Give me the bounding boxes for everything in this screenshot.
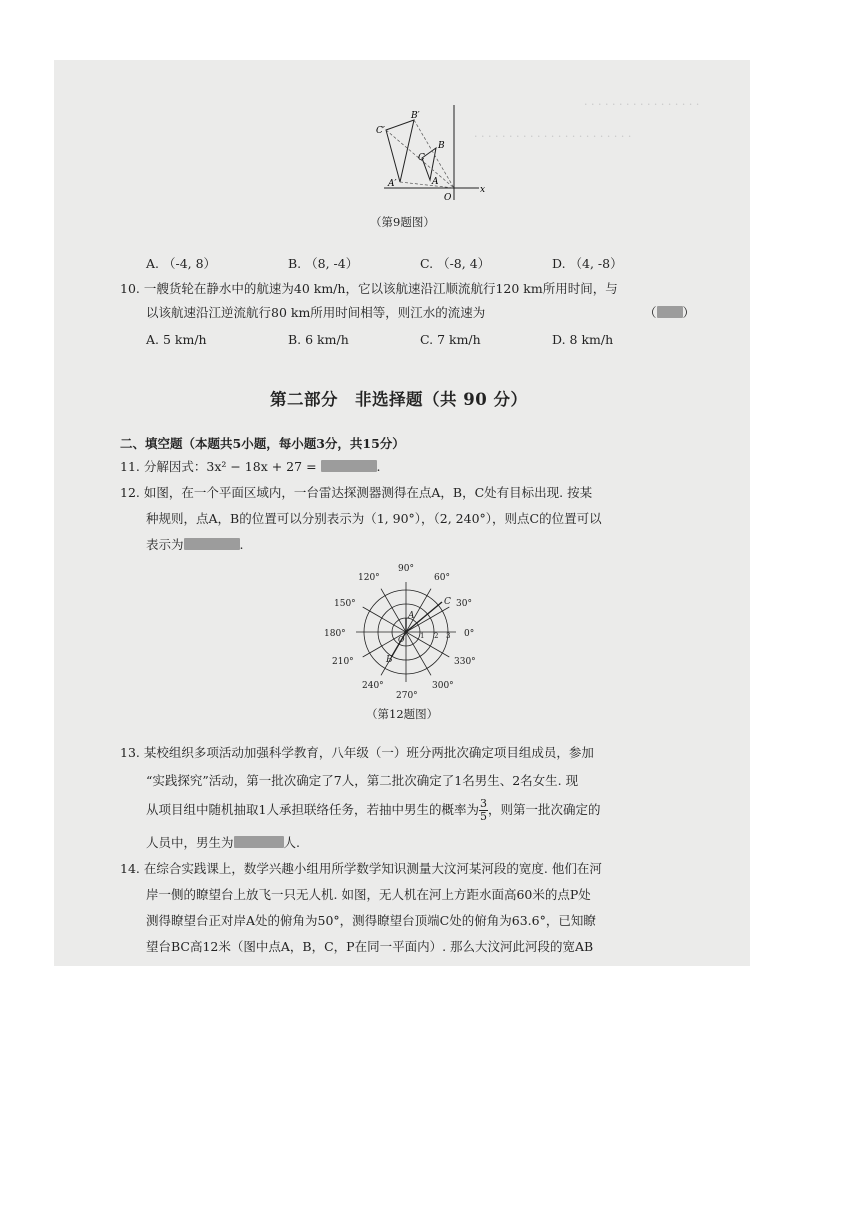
- q13-line1: [120, 744, 594, 762]
- point-b: B: [386, 655, 393, 665]
- ring-number-2: 2: [434, 632, 439, 640]
- q12-figure-caption: （第12题图）: [366, 707, 439, 721]
- label-c-prime: C′: [376, 126, 385, 136]
- angle-60: 60°: [434, 573, 450, 583]
- q11-end: .: [376, 459, 381, 474]
- q10-redacted-answer: [657, 306, 683, 318]
- label-b: B: [438, 141, 445, 151]
- q13-text-line4b: 人.: [283, 835, 300, 850]
- q11: [120, 458, 381, 476]
- q12-radar-figure: [324, 560, 494, 700]
- q11-text: 分解因式：3x² − 18x + 27 =: [143, 459, 317, 474]
- bleed-through-text: · · · · · · · · · · · · · · · · ·: [584, 98, 700, 111]
- angle-300: 300°: [432, 681, 454, 691]
- q12-text-line1: 如图，在一个平面区域内，一台雷达探测器测得在点A，B，C处有目标出现. 按某: [143, 485, 593, 500]
- q14-number: 14.: [120, 861, 140, 876]
- q12-line2: 种规则，点A，B的位置可以分别表示为（1, 90°），（2, 240°），则点C的位置可以: [146, 511, 602, 526]
- label-a-prime: A′: [388, 179, 397, 189]
- q14-text-line1: 在综合实践课上，数学兴趣小组用所学数学知识测量大汶河某河段的宽度. 他们在河: [143, 861, 602, 876]
- angle-120: 120°: [358, 573, 380, 583]
- label-x: x: [480, 185, 486, 195]
- q14-line4: 望台BC高12米（图中点A，B，C，P在同一平面内）. 那么大汶河此河段的宽AB: [146, 939, 594, 954]
- q12-redacted-answer: [184, 538, 240, 550]
- q12-line1: [120, 484, 592, 502]
- q9-option-b: B. （8, -4）: [288, 256, 359, 271]
- q10-option-d: D. 8 km/h: [552, 332, 614, 347]
- q13-text-line3b: ，则第一批次确定的: [487, 802, 601, 817]
- q12-text-line3: 表示为: [146, 537, 184, 552]
- q10-option-b: B. 6 km/h: [288, 332, 349, 347]
- q13-text-line1: 某校组织多项活动加强科学教育，八年级（一）班分两批次确定项目组成员，参加: [143, 745, 594, 760]
- angle-180: 180°: [324, 629, 346, 639]
- q9-figure-caption: （第9题图）: [370, 215, 435, 229]
- fraction-denominator: 5: [479, 810, 487, 823]
- point-o: O: [398, 635, 405, 644]
- label-a: A: [432, 177, 439, 187]
- label-c: C: [418, 153, 425, 163]
- ring-number-1: 1: [420, 632, 425, 640]
- point-c: C: [444, 597, 451, 607]
- part2-title: 第二部分 非选择题（共 90 分）: [270, 390, 528, 409]
- q13-text-line3a: 从项目组中随机抽取1人承担联络任务，若抽中男生的概率为: [146, 802, 479, 817]
- bracket-close: ）: [682, 305, 696, 320]
- angle-150: 150°: [334, 599, 356, 609]
- label-b-prime: B′: [411, 111, 420, 121]
- q10-line1: [120, 280, 618, 298]
- angle-270: 270°: [396, 691, 418, 700]
- q14-line1: [120, 860, 602, 878]
- q9-figure: [354, 100, 494, 210]
- probability-fraction: [479, 798, 488, 823]
- q10-number: 10.: [120, 281, 140, 296]
- q13-line2: “实践探究”活动，第一批次确定了7人，第二批次确定了1名男生、2名女生. 现: [146, 773, 579, 788]
- angle-330: 330°: [454, 657, 476, 667]
- angle-30: 30°: [456, 599, 472, 609]
- triangle-a-prime: [386, 120, 414, 182]
- q10-answer-bracket: [644, 304, 695, 322]
- q9-option-c: C. （-8, 4）: [420, 256, 491, 271]
- q11-redacted-answer: [321, 460, 377, 472]
- bleed-through-text: · · · · · · · · · · · · · · · · · · · · · · ·: [474, 130, 632, 143]
- q9-option-d: D. （4, -8）: [552, 256, 623, 271]
- q14-line3: 测得瞭望台正对岸A处的俯角为50°，测得瞭望台顶端C处的俯角为63.6°，已知瞭: [146, 913, 596, 928]
- label-o: O: [444, 193, 452, 203]
- q11-number: 11.: [120, 459, 140, 474]
- angle-90: 90°: [398, 564, 414, 574]
- q10-text-line1: 一艘货轮在静水中的航速为40 km/h，它以该航速沿江顺流航行120 km所用时间，与: [143, 281, 618, 296]
- q10-option-c: C. 7 km/h: [420, 332, 481, 347]
- exam-photo: [54, 60, 750, 966]
- q14-line2: 岸一侧的瞭望台上放飞一只无人机. 如图，无人机在河上方距水面高60米的点P处: [146, 887, 591, 902]
- angle-0: 0°: [464, 629, 475, 639]
- q12-number: 12.: [120, 485, 140, 500]
- q9-option-a: A. （-4, 8）: [146, 256, 217, 271]
- point-a: A: [408, 611, 415, 621]
- angle-240: 240°: [362, 681, 384, 691]
- fraction-numerator: 3: [479, 797, 487, 810]
- q13-line3: [146, 798, 600, 823]
- angle-210: 210°: [332, 657, 354, 667]
- q13-text-line4a: 人员中，男生为: [146, 835, 234, 850]
- q10-line2: 以该航速沿江逆流航行80 km所用时间相等，则江水的流速为: [146, 305, 486, 320]
- q12-end: .: [239, 537, 244, 552]
- bracket-open: （: [644, 305, 657, 320]
- q13-line4: [146, 834, 300, 852]
- q10-option-a: A. 5 km/h: [146, 332, 207, 347]
- ring-number-3: 3: [446, 632, 451, 640]
- q13-redacted-answer: [234, 836, 284, 848]
- q13-number: 13.: [120, 745, 140, 760]
- q12-line3: [146, 536, 244, 554]
- section2-heading: 二、填空题（本题共5小题，每小题3分，共15分）: [120, 436, 405, 451]
